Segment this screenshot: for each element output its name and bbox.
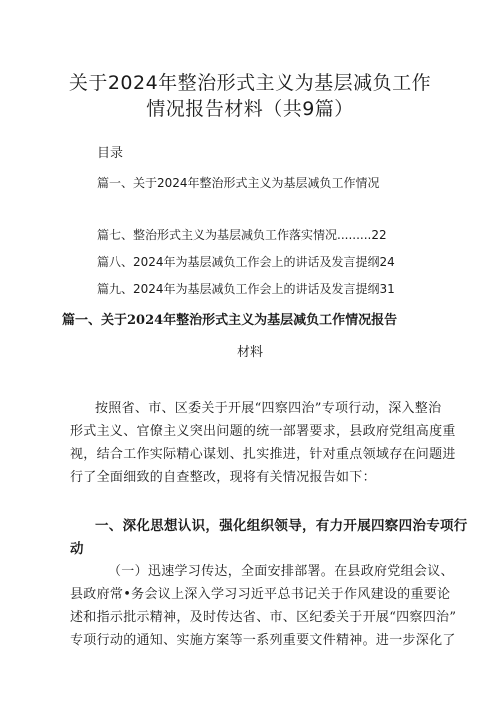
section-title-line-1: 篇一、关于2024年整治形式主义为基层减负工作情况报告 <box>62 313 398 328</box>
intro-line-1: 按照省、市、区委关于开展“四察四治”专项行动，深入整治 <box>95 401 442 416</box>
intro-line-4: 行了全面细致的自查整改，现将有关情况报告如下： <box>70 470 376 485</box>
toc-heading: 目录 <box>97 146 124 161</box>
section-title-line-2: 材料 <box>236 345 263 360</box>
toc-entry-1[interactable]: 篇一、关于2024年整治形式主义为基层减负工作情况 <box>97 176 380 190</box>
heading-1-line-1: 一、深化思想认识，强化组织领导，有力开展四察四治专项行 <box>95 518 468 534</box>
paragraph-1-line-1: （一）迅速学习传达，全面安排部署。在县政府党组会议、 <box>108 564 454 579</box>
document-title-line-2: 情况报告材料（共9篇） <box>146 98 354 120</box>
document-title-line-1: 关于2024年整治形式主义为基层减负工作 <box>68 72 432 94</box>
intro-line-3: 视，结合工作实际精心谋划、扎实推进，针对重点领域存在问题进 <box>70 447 456 462</box>
toc-entry-7[interactable]: 篇七、整治形式主义为基层减负工作落实情况.........22 <box>97 228 387 242</box>
heading-1-line-2: 动 <box>70 541 84 557</box>
paragraph-1-line-2: 县政府常•务会议上深入学习习近平总书记关于作风建设的重要论 <box>70 587 451 602</box>
intro-line-2: 形式主义、官僚主义突出问题的统一部署要求，县政府党组高度重 <box>70 424 456 439</box>
toc-entry-9[interactable]: 篇九、2024年为基层减负工作会上的讲话及发言提纲31 <box>97 282 395 296</box>
paragraph-1-line-4: 专项行动的通知、实施方案等一系列重要文件精神。进一步深化了 <box>70 633 456 648</box>
toc-entry-8[interactable]: 篇八、2024年为基层减负工作会上的讲话及发言提纲24 <box>97 255 395 269</box>
paragraph-1-line-3: 述和指示批示精神，及时传达省、市、区纪委关于开展“四察四治” <box>70 610 457 625</box>
